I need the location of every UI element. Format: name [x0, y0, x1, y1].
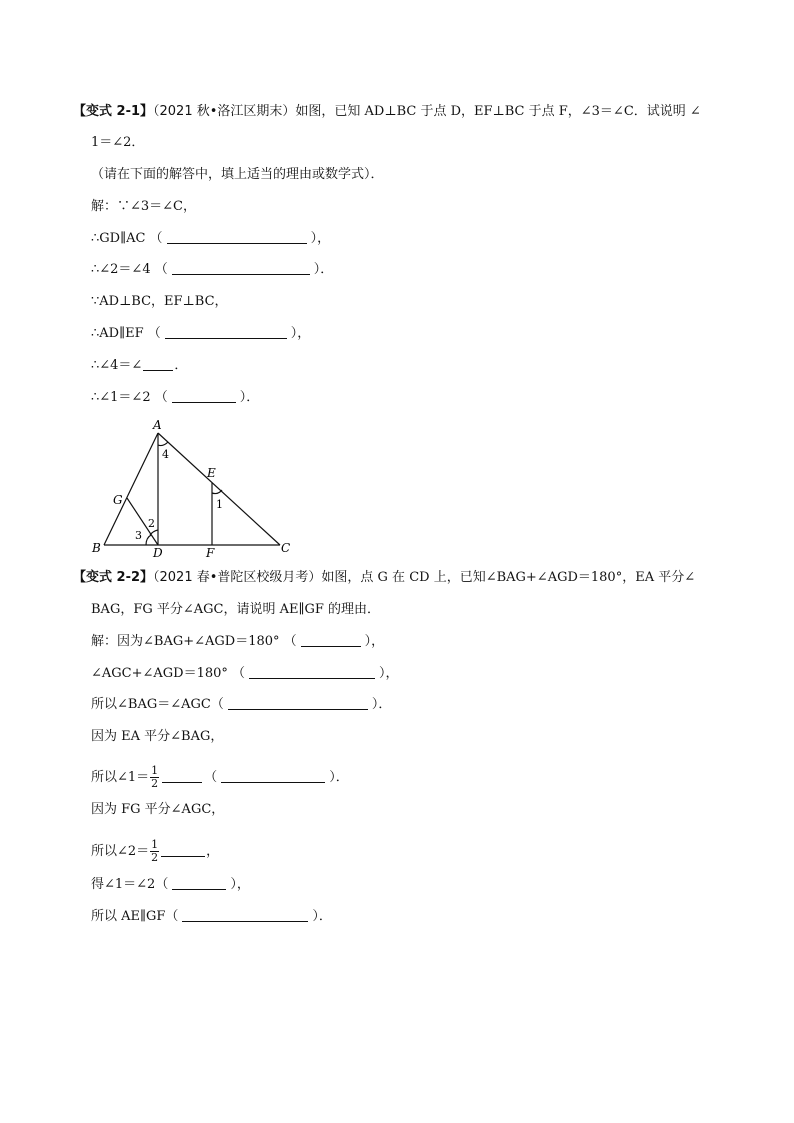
- q2-stem-line-2: [91, 601, 380, 619]
- q1-step-text: ∴∠2＝∠4 （: [91, 262, 168, 277]
- q2-close: ）．: [312, 909, 332, 924]
- one-half-fraction: [150, 839, 159, 864]
- q2-stem: 如图，点 G 在 CD 上，已知∠BAG+∠AGD＝180°，EA 平分∠: [321, 570, 696, 585]
- q1-heading: 【变式 2-1】: [73, 104, 154, 119]
- label-e: E: [207, 466, 216, 480]
- q2-step-text: 因为 EA 平分∠BAG，: [91, 729, 224, 744]
- q2-step-text: 得∠1＝∠2（: [91, 877, 169, 892]
- q1-close: ）．: [313, 262, 334, 277]
- q2-step-text: 所以∠BAG＝∠AGC（: [91, 697, 224, 712]
- angle-3-arc: [146, 535, 151, 545]
- one-half-fraction: [150, 765, 159, 790]
- angle-4-arc: [158, 442, 168, 446]
- q2-step-text: 所以∠1＝: [91, 770, 150, 785]
- q1-close: ），: [310, 231, 331, 246]
- q2-close: ），: [230, 877, 250, 892]
- q2-step-text: 解：因为∠BAG+∠AGD＝180° （: [91, 634, 297, 649]
- q2-stem-line: [73, 569, 695, 587]
- label-d: D: [153, 546, 163, 560]
- q2-open: （: [204, 770, 218, 785]
- label-g: G: [113, 493, 123, 507]
- q2-blank-8[interactable]: [182, 909, 308, 922]
- q2-step-text: 所以 AE∥GF（: [91, 909, 179, 924]
- q1-close: ）．: [239, 390, 260, 405]
- q2-step-7: [91, 839, 219, 864]
- segment-ac: [158, 433, 280, 545]
- fraction-denominator: 2: [151, 777, 159, 790]
- q2-blank-1[interactable]: [301, 634, 361, 647]
- angle-label-4: 4: [162, 448, 169, 461]
- q2-blank-4[interactable]: [162, 770, 202, 783]
- q1-step-text: ∴GD∥AC （: [91, 231, 163, 246]
- angle-label-1: 1: [216, 498, 223, 511]
- q1-hint-text: （请在下面的解答中，填上适当的理由或数学式）．: [91, 167, 384, 182]
- q2-step-4: [91, 728, 223, 746]
- q1-step-text: ∴AD∥EF （: [91, 326, 161, 341]
- q2-step-8: [91, 876, 250, 894]
- q2-step-9: [91, 908, 332, 926]
- angle-label-2: 2: [148, 517, 155, 530]
- q2-step-1: [91, 633, 384, 651]
- q2-step-text: 所以∠2＝: [91, 844, 150, 859]
- q1-period: ．: [174, 358, 188, 373]
- q2-stem-2: BAG，FG 平分∠AGC，请说明 AE∥GF 的理由．: [91, 602, 381, 617]
- q2-close: ），: [364, 634, 385, 649]
- q2-heading: 【变式 2-2】: [73, 570, 154, 585]
- q1-source: （2021 秋•洛江区期末）: [153, 104, 296, 119]
- label-c: C: [281, 541, 291, 555]
- label-b: B: [92, 541, 101, 555]
- q2-close: ）．: [371, 697, 392, 712]
- q2-blank-3[interactable]: [228, 697, 368, 710]
- q1-step-text: ∴∠1＝∠2 （: [91, 390, 168, 405]
- q2-step-2: [91, 665, 399, 683]
- q1-stem: 如图，已知 AD⊥BC 于点 D，EF⊥BC 于点 F，∠3＝∠C．试说明 ∠: [295, 104, 701, 119]
- q2-blank-2[interactable]: [249, 666, 375, 679]
- q2-step-6: [91, 801, 224, 819]
- q2-close: ）．: [329, 770, 349, 785]
- q2-step-3: [91, 696, 391, 714]
- q2-blank-6[interactable]: [161, 844, 205, 857]
- q2-step-text: ∠AGC+∠AGD＝180° （: [91, 666, 246, 681]
- q2-source: （2021 春•普陀区校级月考）: [153, 570, 322, 585]
- q2-close: ），: [379, 666, 399, 681]
- q1-step-text: 解：∵∠3＝∠C，: [91, 199, 197, 214]
- angle-2-arc: [150, 530, 158, 535]
- q2-comma: ，: [206, 844, 220, 859]
- q1-step-text: ∵AD⊥BC，EF⊥BC，: [91, 294, 228, 309]
- angle-label-3: 3: [135, 529, 142, 542]
- label-a: A: [153, 418, 162, 432]
- fraction-numerator: 1: [151, 838, 159, 851]
- q2-blank-5[interactable]: [221, 770, 325, 783]
- q1-stem-2: 1＝∠2．: [91, 135, 145, 150]
- q1-step-text: ∴∠4＝∠: [91, 358, 143, 373]
- q2-step-5: [91, 765, 349, 790]
- label-f: F: [206, 546, 215, 560]
- q1-close: ），: [290, 326, 311, 341]
- q2-blank-7[interactable]: [172, 877, 226, 890]
- q2-step-text: 因为 FG 平分∠AGC，: [91, 802, 225, 817]
- fraction-denominator: 2: [151, 851, 159, 864]
- fraction-numerator: 1: [151, 764, 159, 777]
